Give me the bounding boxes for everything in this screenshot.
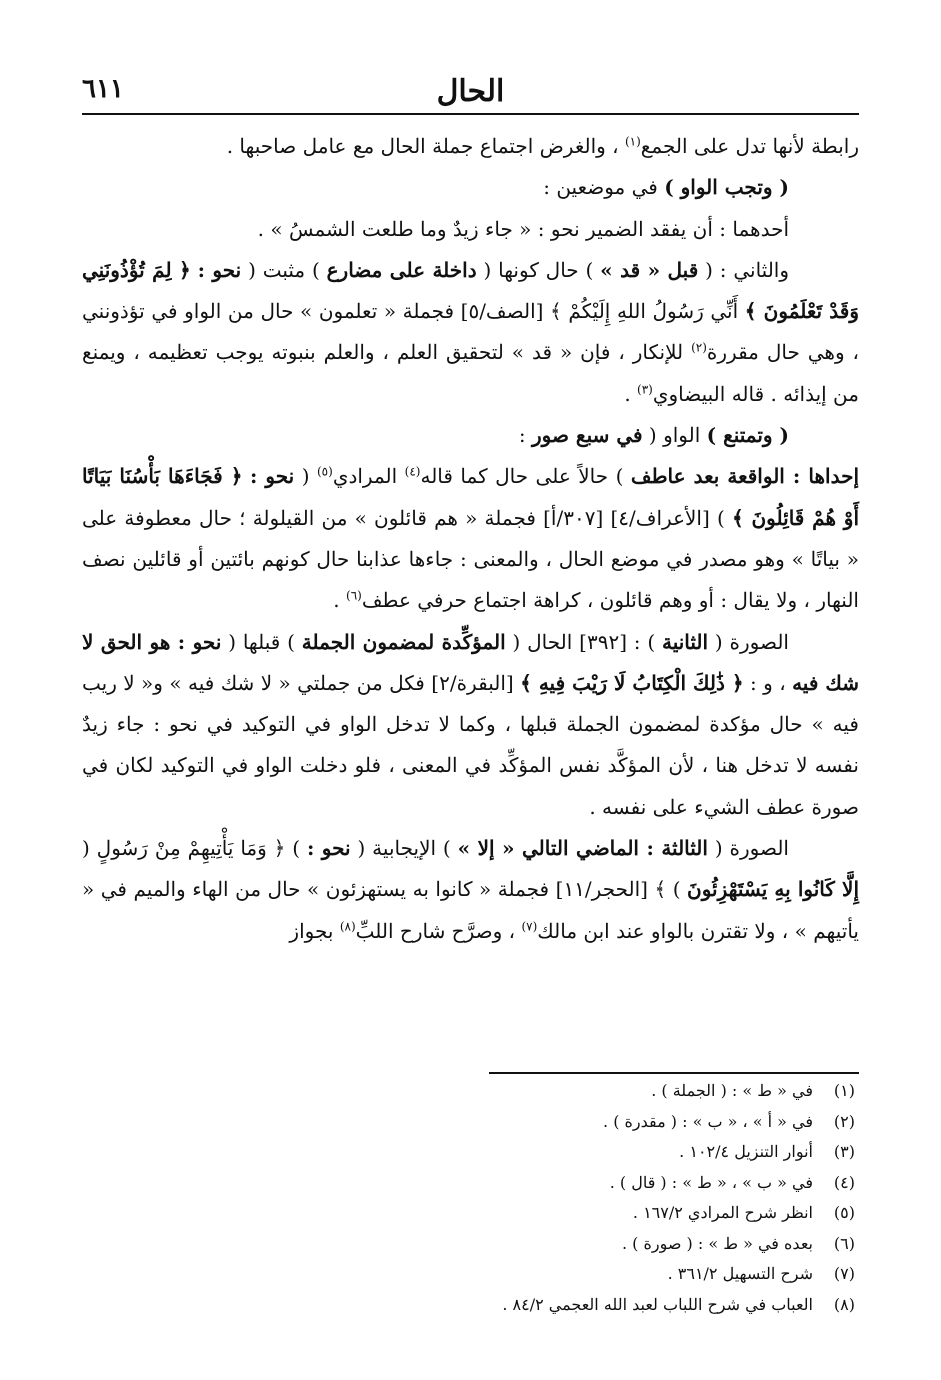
footnote-marker: (٦) (346, 588, 362, 603)
bold-text: ( وتمتنع ) (706, 423, 789, 448)
running-title: الحال (436, 74, 505, 109)
text-run: أحدهما : أن يفقد الضمير نحو : « جاء زيدٌ وما طلعت الشمسُ » . (257, 216, 789, 241)
bold-text: نحو : (197, 257, 242, 282)
footnote-text: بعده في « ط » : ( صورة ) . (621, 1233, 813, 1253)
text-run: والثاني : ( (698, 257, 790, 282)
text-run: [البقرة/٢] فكل من جملتي « لا شك فيه » و« لا ريب فيه » حال مؤكدة لمضمون الجملة قبلها ، وكما لا تدخل الواو في التوكيد في نحو : جاء زيدٌ نفسه لا تدخل هنا ، لأن المؤكَّد نفس المؤكِّد في المعنى ، فلو دخلت الواو في التوكيد لكان في صورة عطف الشيء على نفسه . (82, 670, 859, 819)
header-rule (82, 113, 859, 115)
bold-text: إحداها : الواقعة بعد عاطف (630, 464, 860, 489)
text-run: ) الإيجابية ( (350, 836, 458, 861)
text-run (242, 464, 249, 488)
paragraph (82, 126, 859, 167)
bold-text: ﴿ ذَٰلِكَ الْكِتَابُ لَا رَيْبَ فِيهِ ﴾ (520, 670, 744, 695)
main-text (82, 126, 859, 952)
bold-text: داخلة على مضارع (326, 257, 477, 282)
footnote-text: شرح التسهيل ٣٦١/٢ . (667, 1264, 813, 1283)
footnote (90, 1107, 855, 1138)
footnote-marker: (٣) (637, 382, 653, 397)
paragraph (82, 828, 859, 952)
paragraph (82, 167, 859, 208)
footnote (90, 1168, 855, 1199)
footnote-marker: (٢) (691, 340, 707, 355)
text-run: أَنِّي رَسُولُ اللهِ إِلَيْكُمْ ﴾ [الصف/٥] فجملة « تعلمون » حال من الواو في تؤذونني ، وهي حال مقررة (82, 299, 859, 365)
text-run: . (624, 381, 638, 406)
text-run (191, 258, 198, 282)
bold-text: الثالثة : الماضي التالي « إلا » (457, 836, 708, 861)
text-run: ، وصرَّح شارح اللبِّ (355, 918, 522, 943)
text-run: ) مثبت ( (241, 257, 327, 282)
bold-text: الثانية (661, 629, 709, 654)
footnote-number: (١) (833, 1081, 855, 1100)
footnote-number: (٧) (833, 1264, 855, 1283)
text-run: ) [الأعراف/٤] [٣٠٧/أ] فجملة « هم قائلون » من القيلولة ؛ حال معطوفة على « بياتًا » وهو مصدر في موضع الحال ، والمعنى : جاءها عذابنا حال كونهم بائتين أو قائلين نصف النهار ، ولا يقال : أو وهم قائلون ، كراهة اجتماع حرفي عطف (82, 505, 859, 613)
footnote (90, 1290, 855, 1321)
text-run: رابطة لأنها تدل على الجمع (640, 134, 859, 158)
bold-text: نحو : (249, 464, 295, 489)
footnote-text: انظر شرح المرادي ١٦٧/٢ . (632, 1203, 813, 1222)
paragraph (82, 250, 859, 415)
text-run: ) حالاً على حال كما قاله (420, 464, 631, 489)
bold-text: ﴿ فَجَاءَهَا بَأْسُنَا بَيَاتًا أَوْ هُمْ قَائِلُونَ ﴾ (82, 464, 860, 530)
footnote-marker: (٤) (404, 464, 421, 479)
bold-text: نحو : هو الحق لا شك فيه (82, 629, 860, 695)
text-run: في موضعين : (543, 175, 665, 200)
footnote (90, 1137, 855, 1168)
text-run: ( (294, 464, 317, 489)
text-run: : (518, 423, 532, 448)
footnote-text: العباب في شرح اللباب لعبد الله العجمي ٨٤/٢ . (502, 1294, 813, 1314)
text-run: بجواز (289, 918, 340, 943)
text-run: الصورة ( (707, 836, 789, 861)
text-run: . (333, 588, 346, 613)
text-run: ) حال كونها ( (476, 257, 601, 282)
footnote-number: (٣) (833, 1142, 855, 1161)
bold-text: ( وتجب الواو ) (664, 175, 789, 200)
page-number: ٦١١ (82, 74, 124, 104)
footnote-marker: (١) (624, 134, 641, 149)
bold-text: ﴿ لِمَ تُؤْذُونَنِي وَقَدْ تَعْلَمُونَ ﴾ (82, 257, 860, 324)
bold-text: في سبع صور (531, 423, 643, 448)
footnote-text: في « ط » : ( الجملة ) . (651, 1081, 813, 1100)
footnote (90, 1259, 855, 1290)
page-header (82, 70, 859, 112)
footnote (90, 1076, 855, 1107)
footnote-text: في « أ » ، « ب » : ( مقدرة ) . (603, 1111, 813, 1131)
text-run: الصورة ( (708, 629, 789, 654)
bold-text: إِلَّا كَانُوا بِهِ يَسْتَهْزِئُونَ (687, 877, 859, 902)
bold-text: المؤكِّدة لمضمون الجملة (301, 629, 506, 654)
bold-text: نحو : (306, 836, 351, 861)
text-run: ) ﴾ [الحجر/١١] فجملة « كانوا به يستهزئون » حال من الهاء والميم في « يأتيهم » ، ولا تقترن بالواو عند ابن مالك (82, 877, 859, 943)
footnote-number: (٨) (833, 1294, 855, 1314)
footnote (90, 1229, 855, 1260)
paragraph (82, 456, 859, 621)
footnote-text: أنوار التنزيل ١٠٢/٤ . (679, 1142, 813, 1161)
footnote-number: (٤) (833, 1172, 855, 1192)
footnote-separator (489, 1072, 859, 1074)
footnote-text: في « ب » ، « ط » : ( قال ) . (609, 1172, 813, 1192)
paragraph (82, 622, 859, 828)
footnote-marker: (٧) (521, 918, 538, 933)
text-run: ، والغرض اجتماع جملة الحال مع عامل صاحبها . (226, 134, 625, 158)
footnote-marker: (٥) (316, 464, 333, 479)
paragraph (82, 209, 859, 250)
footnote-marker: (٨) (339, 918, 356, 933)
text-run: ) قبلها ( (221, 629, 302, 654)
text-run: ، و : (743, 670, 793, 695)
paragraph (82, 415, 859, 456)
footnote-number: (٦) (833, 1233, 855, 1253)
text-run: للإنكار ، فإن « قد » لتحقيق العلم ، والعلم بنبوته يوجب تعظيمه ، ويمنع من إيذائه . قاله البيضاوي (82, 340, 859, 406)
footnote-number: (٥) (833, 1203, 855, 1222)
footnote (90, 1198, 855, 1229)
text-run: الواو ( (642, 423, 707, 448)
bold-text: قبل « قد » (600, 257, 699, 282)
text-run: ) ﴿ وَمَا يَأْتِيهِمْ مِنْ رَسُولٍ ( (82, 836, 307, 861)
text-run: ) : [٣٩٢] الحال ( (505, 629, 662, 654)
footnotes (90, 1076, 855, 1320)
footnote-number: (٢) (833, 1111, 855, 1131)
text-run: المرادي (332, 464, 405, 489)
